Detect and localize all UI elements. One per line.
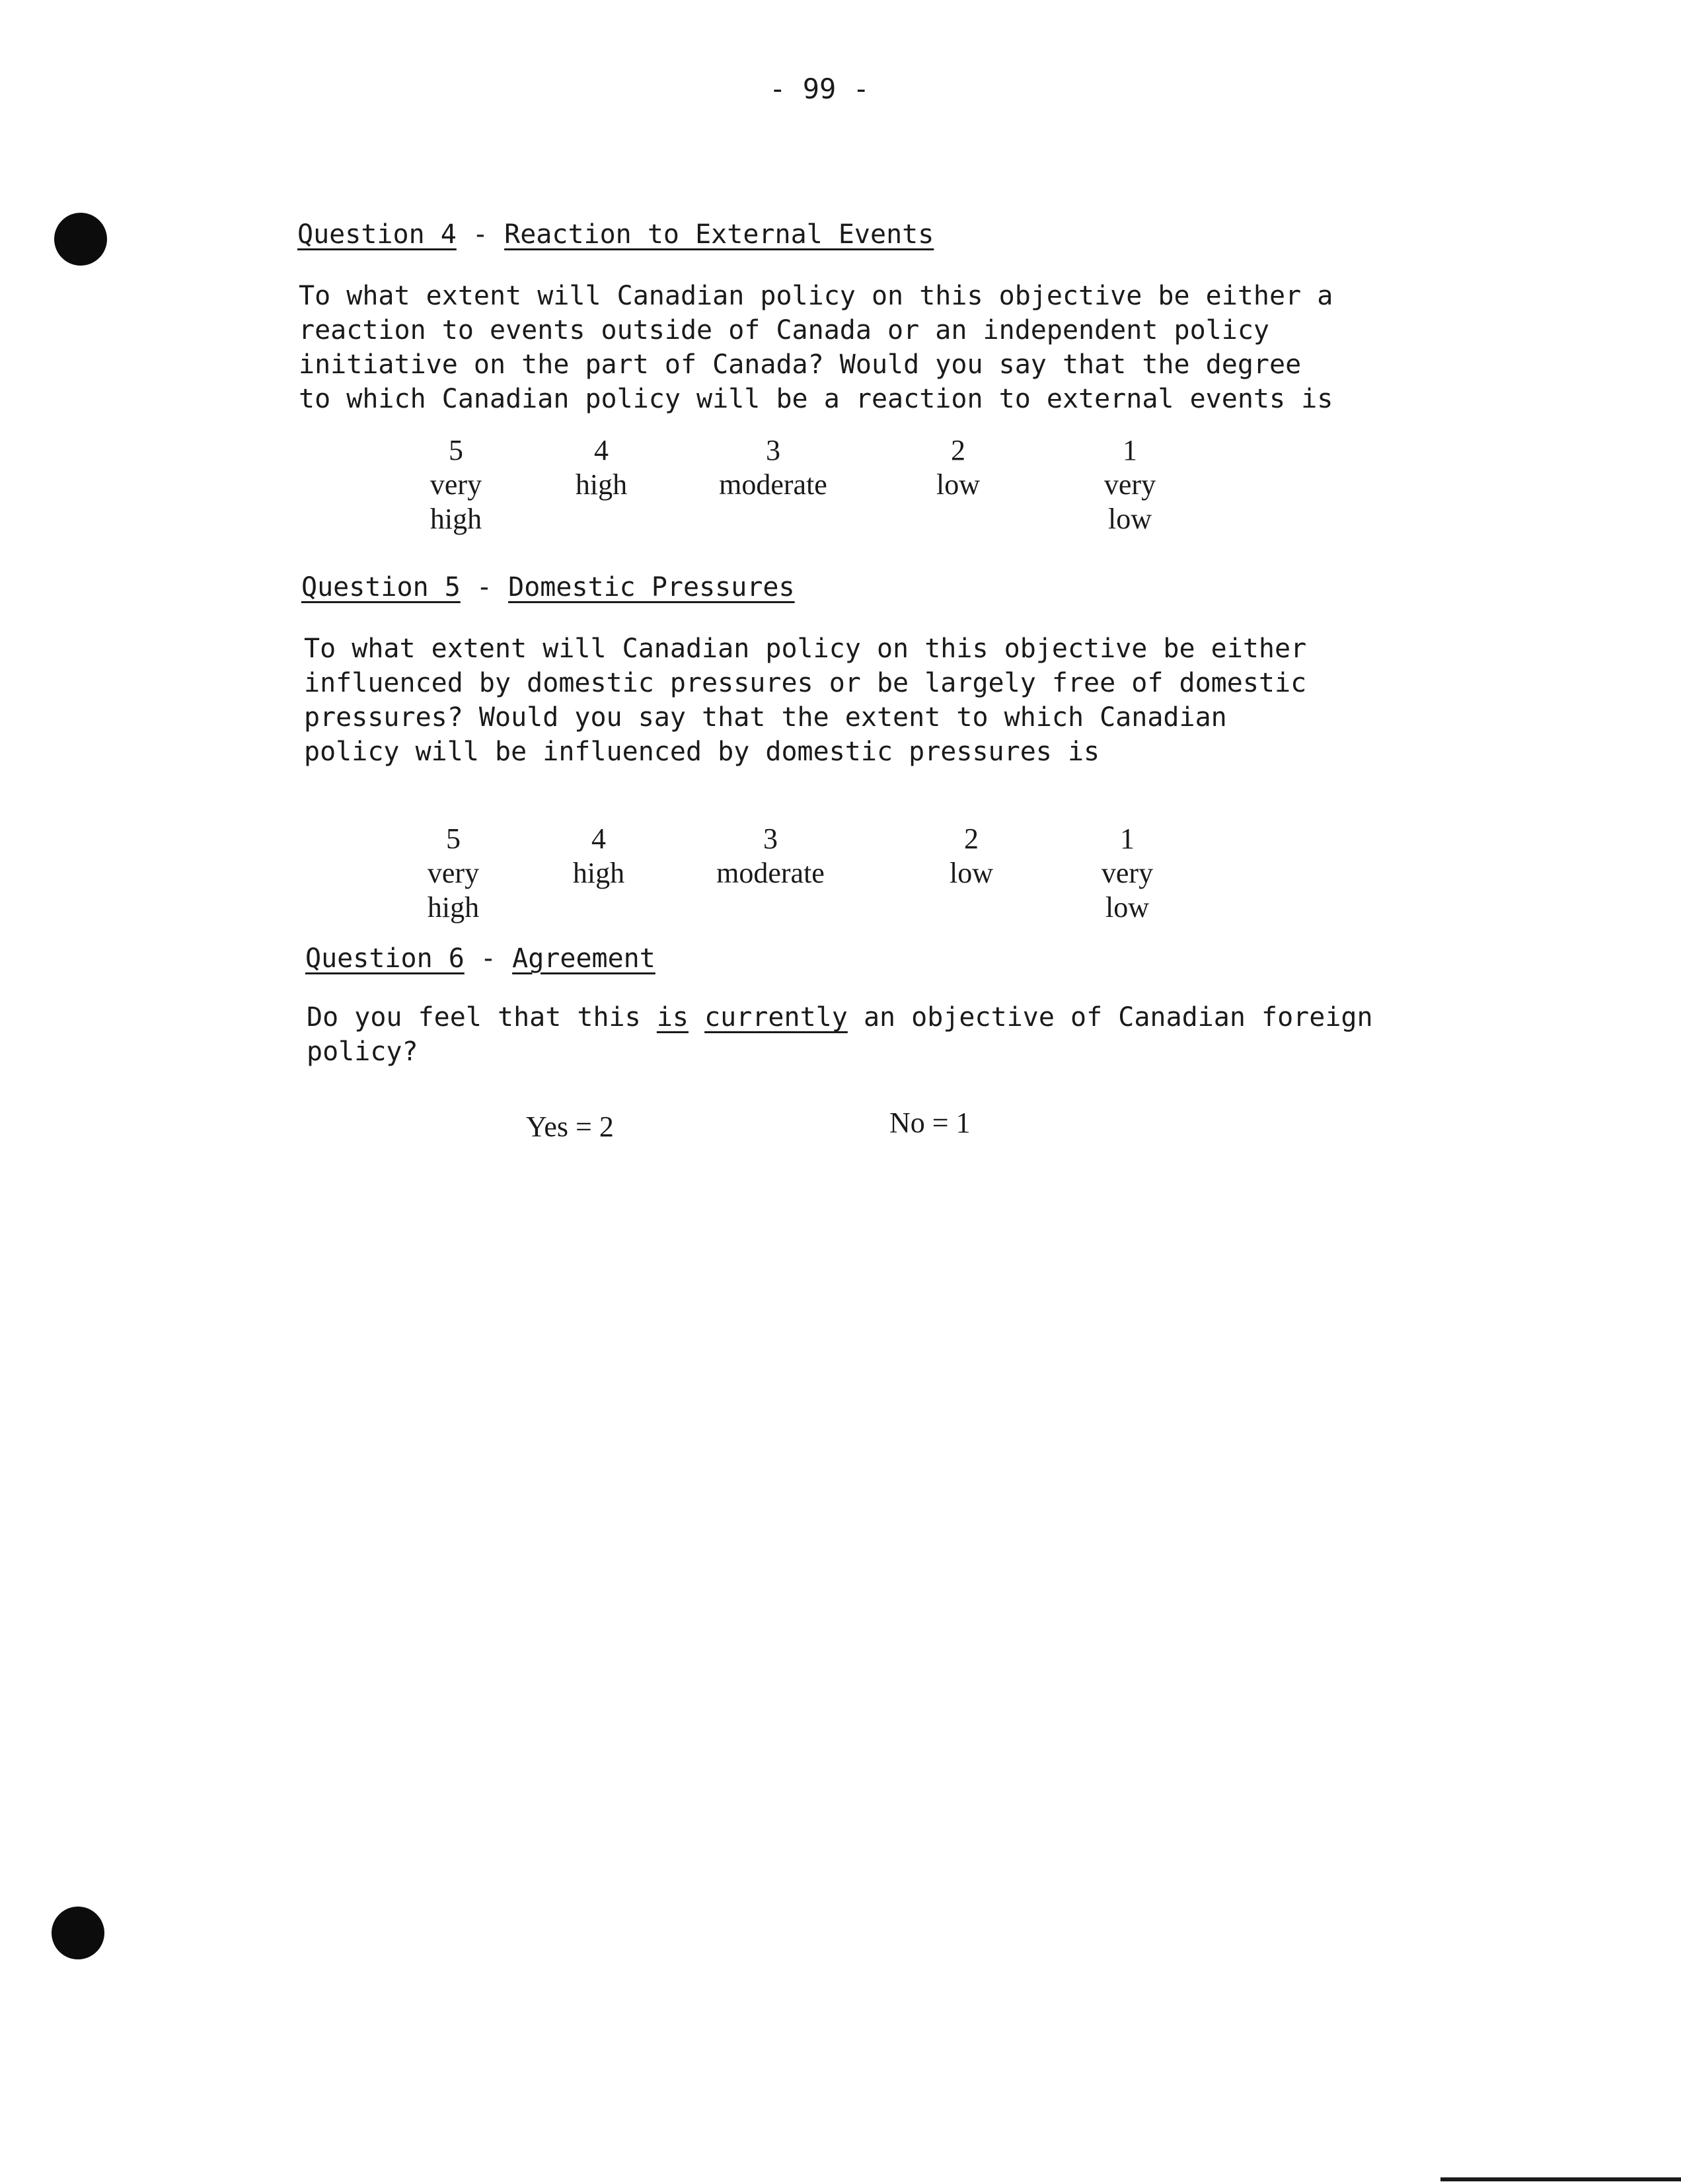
scale-option-4 [526,822,671,891]
question-6-text-before: Do you feel that this [307,1002,641,1033]
question-4-line: reaction to events outside of Canada or an independent policy [299,315,1270,346]
scale-option-5 [383,433,529,536]
scale-option-2 [899,822,1044,891]
option-number: 1 [1120,822,1135,855]
question-4-heading [297,219,934,250]
question-5-line: policy will be influenced by domestic pressures is [304,737,1100,767]
question-5-title: Domestic Pressures [508,572,795,602]
option-label: high [430,503,482,535]
option-number: 5 [449,434,463,466]
option-label: high [575,468,628,501]
option-number: 3 [763,822,778,855]
binder-hole-top [54,213,107,266]
question-6-text-after: an objective of Canadian foreign [863,1002,1373,1033]
question-6-line: policy? [307,1037,418,1067]
option-label: low [950,857,993,889]
question-5-line: To what extent will Canadian policy on this objective be either [304,634,1307,664]
question-6-label: Question 6 [305,943,465,974]
question-4-line: initiative on the part of Canada? Would you say that the degree [299,349,1302,380]
question-5-text [304,632,1480,769]
option-label: very [1103,468,1156,501]
question-5-line: influenced by domestic pressures or be largely free of domestic [304,668,1307,698]
option-label: low [1108,503,1152,535]
scale-option-1 [1055,822,1200,925]
question-6-emphasis: is [656,1002,689,1033]
answer-yes: Yes = 2 [526,1110,614,1143]
scale-option-1 [1057,433,1203,536]
scale-option-5 [381,822,526,925]
page-number: - 99 - [769,73,870,105]
option-label: low [936,468,980,501]
option-label: high [572,857,625,889]
question-4-label: Question 4 [297,219,457,250]
option-label: very [1101,857,1154,889]
option-number: 1 [1123,434,1137,466]
scale-option-3 [700,433,846,502]
question-4-separator: - [472,219,489,250]
question-6-heading [305,943,655,974]
scale-option-4 [529,433,674,502]
option-number: 5 [446,822,461,855]
option-number: 4 [594,434,609,466]
question-4-line: To what extent will Canadian policy on this objective be either a [299,281,1333,311]
scale-option-2 [885,433,1031,502]
question-5-line: pressures? Would you say that the extent to which Canadian [304,702,1227,733]
option-number: 2 [964,822,979,855]
option-number: 4 [591,822,606,855]
option-label: moderate [716,857,825,889]
question-4-text [299,279,1475,416]
question-5-scale [370,822,1242,928]
scale-option-3 [698,822,843,891]
option-number: 3 [766,434,780,466]
question-4-title: Reaction to External Events [504,219,934,250]
option-label: high [427,891,480,924]
question-6-separator: - [480,943,497,974]
option-label: very [430,468,482,501]
page-edge-mark [1440,2177,1681,2181]
answer-no: No = 1 [889,1107,971,1139]
question-4-line: to which Canadian policy will be a reaction to external events is [299,384,1333,414]
option-label: very [427,857,480,889]
question-6-text [307,1000,1483,1069]
option-label: low [1105,891,1149,924]
option-number: 2 [951,434,965,466]
question-6-title: Agreement [512,943,655,974]
question-5-separator: - [476,572,493,602]
question-6-line [307,1000,1483,1035]
question-5-heading [301,572,795,602]
question-4-scale [370,433,1242,539]
option-label: moderate [719,468,827,501]
binder-hole-bottom [52,1907,104,1959]
question-5-label: Question 5 [301,572,461,602]
question-6-emphasis: currently [704,1002,848,1033]
